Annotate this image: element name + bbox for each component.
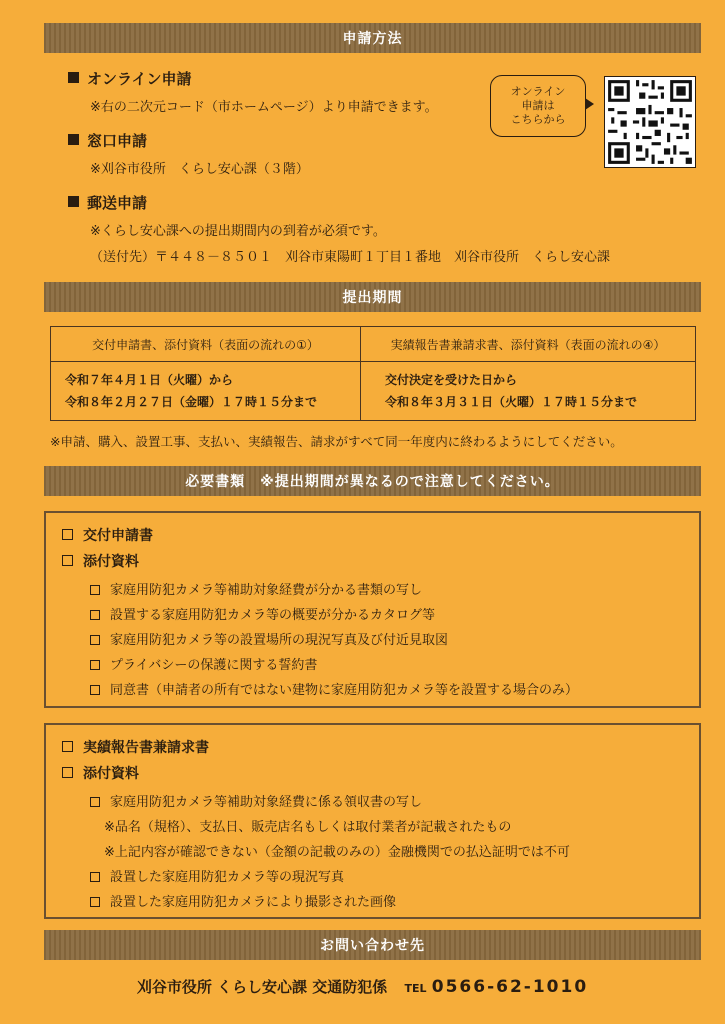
online-bubble: オンライン 申請は こちらから — [490, 75, 586, 137]
checkbox-icon — [62, 529, 73, 540]
period-header: 提出期間 — [44, 282, 701, 312]
period-col1-head: 交付申請書、添付資料（表面の流れの①） — [51, 327, 361, 362]
documents-box-2 — [44, 723, 701, 919]
period-table — [50, 326, 696, 421]
period-col2-body — [360, 362, 695, 421]
doc1-sub1: 家庭用防犯カメラ等補助対象経費が分かる書類の写し — [90, 579, 422, 598]
doc2-item1: 実績報告書兼請求書 — [62, 737, 209, 757]
documents-box-1 — [44, 511, 701, 708]
online-note: ※右の二次元コード（市ホームページ）より申請できます。 — [90, 100, 438, 115]
tel-label: TEL — [404, 982, 427, 995]
checkbox-icon — [62, 555, 73, 566]
doc2-sub3: 設置した家庭用防犯カメラにより撮影された画像 — [90, 891, 396, 910]
square-bullet-icon — [68, 196, 79, 207]
checkbox-icon — [90, 685, 100, 695]
counter-note: ※刈谷市役所 くらし安心課（３階） — [90, 162, 309, 177]
online-title: オンライン申請 — [68, 68, 192, 89]
period-col2-line1: 交付決定を受けた日から — [384, 373, 517, 387]
period-col2-line2: 令和８年３月３１日（火曜）１７時１５分まで — [384, 395, 637, 409]
checkbox-icon — [90, 660, 100, 670]
checkbox-icon — [90, 872, 100, 882]
documents-header: 必要書類 ※提出期間が異なるので注意してください。 — [44, 466, 701, 496]
period-col1-body — [51, 362, 361, 421]
doc2-sub2: 設置した家庭用防犯カメラ等の現況写真 — [90, 866, 344, 885]
doc1-sub3: 家庭用防犯カメラ等の設置場所の現況写真及び付近見取図 — [90, 629, 448, 648]
doc2-note1: ※品名（規格）、支払日、販売店名もしくは取付業者が記載されたもの — [104, 820, 512, 835]
checkbox-icon — [90, 897, 100, 907]
square-bullet-icon — [68, 134, 79, 145]
checkbox-icon — [90, 797, 100, 807]
period-col1-line1: 令和７年４月１日（火曜）から — [65, 373, 234, 387]
qr-code-icon[interactable] — [604, 76, 696, 168]
doc2-item2: 添付資料 — [62, 763, 139, 783]
mail-address: （送付先）〒４４８－８５０１ 刈谷市東陽町１丁目１番地 刈谷市役所 くらし安心課 — [90, 250, 611, 265]
mail-note: ※くらし安心課への提出期間内の到着が必須です。 — [90, 224, 386, 239]
doc1-sub2: 設置する家庭用防犯カメラ等の概要が分かるカタログ等 — [90, 604, 435, 623]
doc1-item2: 添付資料 — [62, 551, 139, 571]
tel-number: 0566-62-1010 — [431, 977, 589, 997]
doc1-item1: 交付申請書 — [62, 525, 153, 545]
doc1-sub4: プライバシーの保護に関する誓約書 — [90, 654, 317, 673]
checkbox-icon — [90, 610, 100, 620]
application-header: 申請方法 — [44, 23, 701, 53]
contact-line — [0, 976, 725, 997]
square-bullet-icon — [68, 72, 79, 83]
doc1-sub5: 同意書（申請者の所有ではない建物に家庭用防犯カメラ等を設置する場合のみ） — [90, 679, 578, 698]
contact-header: お問い合わせ先 — [44, 930, 701, 960]
contact-text: 刈谷市役所 くらし安心課 交通防犯係 — [136, 978, 388, 996]
period-col2-head: 実績報告書兼請求書、添付資料（表面の流れの④） — [360, 327, 695, 362]
doc2-note2: ※上記内容が確認できない（金額の記載のみの）金融機関での払込証明では不可 — [104, 845, 570, 860]
doc2-sub1: 家庭用防犯カメラ等補助対象経費に係る領収書の写し — [90, 791, 422, 810]
checkbox-icon — [90, 635, 100, 645]
checkbox-icon — [62, 767, 73, 778]
counter-title: 窓口申請 — [68, 130, 147, 151]
mail-title: 郵送申請 — [68, 192, 147, 213]
checkbox-icon — [90, 585, 100, 595]
period-note: ※申請、購入、設置工事、支払い、実績報告、請求がすべて同一年度内に終わるようにしてください。 — [50, 434, 623, 449]
qr-code-graphic — [605, 77, 695, 167]
checkbox-icon — [62, 741, 73, 752]
period-col1-line2: 令和８年２月２７日（金曜）１７時１５分まで — [65, 395, 318, 409]
